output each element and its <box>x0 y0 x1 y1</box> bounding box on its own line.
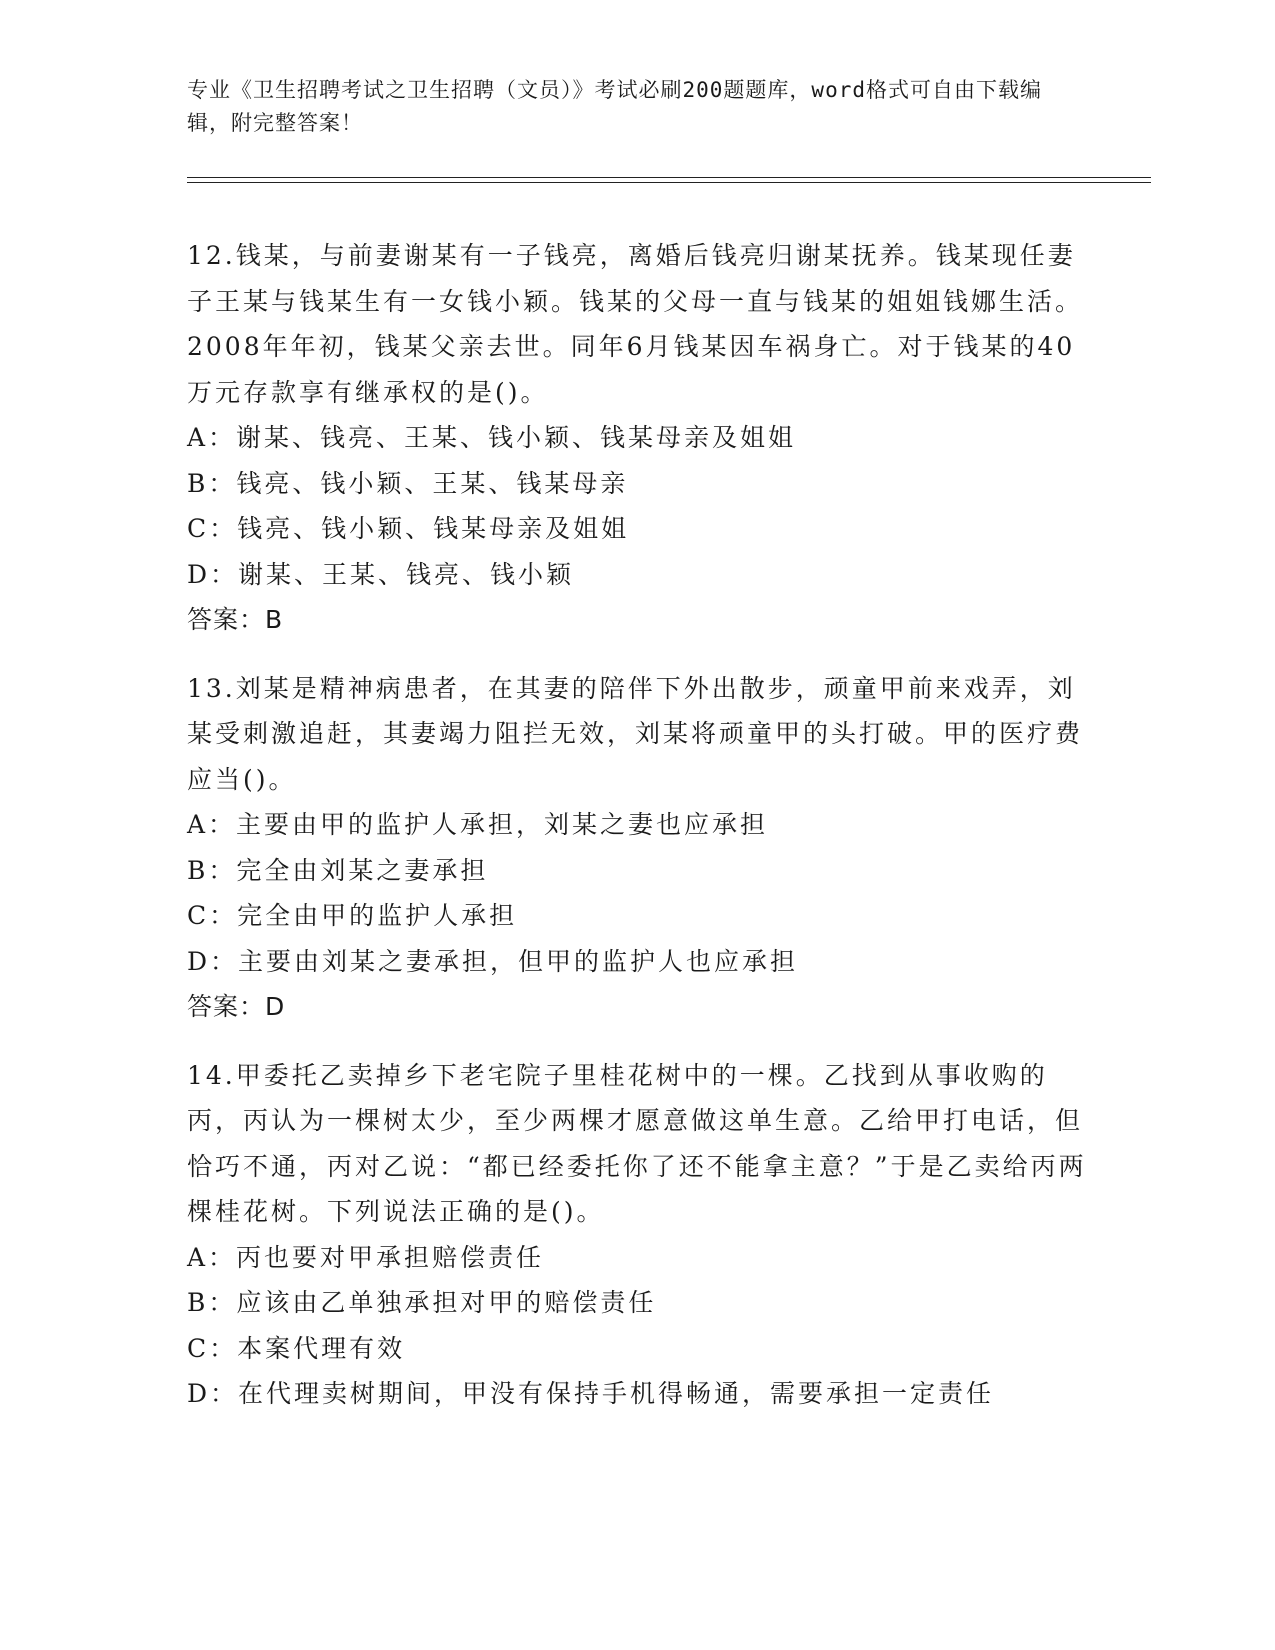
header-divider-bottom <box>187 182 1151 183</box>
document-header: 专业《卫生招聘考试之卫生招聘（文员）》考试必刷200题题库，word格式可自由下载编辑，附完整答案！ <box>187 78 1042 135</box>
option-d: D：在代理卖树期间，甲没有保持手机得畅通，需要承担一定责任 <box>187 1379 995 1408</box>
header-divider-top <box>187 177 1151 178</box>
question-stem: 14.甲委托乙卖掉乡下老宅院子里桂花树中的一棵。乙找到从事收购的丙，丙认为一棵树太少，至少两棵才愿意做这单生意。乙给甲打电话，但恰巧不通，丙对乙说：“都已经委托你了还不能拿主意？”于是乙卖给丙两棵桂花树。下列说法正确的是()。 <box>187 1060 1087 1226</box>
option-d: D：主要由刘某之妻承担，但甲的监护人也应承担 <box>187 946 799 976</box>
option-b: B：完全由刘某之妻承担 <box>187 855 489 885</box>
question-12 <box>187 233 1087 643</box>
option-a: A：丙也要对甲承担赔偿责任 <box>187 1242 545 1272</box>
answer-label: 答案：B <box>187 605 284 634</box>
option-c: C：完全由甲的监护人承担 <box>187 901 518 930</box>
question-13 <box>187 666 1087 1030</box>
question-stem: 13.刘某是精神病患者，在其妻的陪伴下外出散步，顽童甲前来戏弄，刘某受刺激追赶，其妻竭力阻拦无效，刘某将顽童甲的头打破。甲的医疗费应当()。 <box>187 673 1084 794</box>
option-a: A：主要由甲的监护人承担，刘某之妻也应承担 <box>187 810 769 839</box>
question-stem: 12.钱某，与前妻谢某有一子钱亮，离婚后钱亮归谢某抚养。钱某现任妻子王某与钱某生有一女钱小颖。钱某的父母一直与钱某的姐姐钱娜生活。2008年年初，钱某父亲去世。同年6月钱某因车祸身亡。对于钱某的40万元存款享有继承权的是()。 <box>187 241 1084 407</box>
option-c: C：本案代理有效 <box>187 1333 406 1363</box>
question-list <box>187 233 1087 1440</box>
question-14 <box>187 1053 1087 1417</box>
option-d: D：谢某、王某、钱亮、钱小颖 <box>187 559 575 589</box>
answer-label: 答案：D <box>187 992 286 1021</box>
option-b: B：应该由乙单独承担对甲的赔偿责任 <box>187 1288 657 1317</box>
option-a: A：谢某、钱亮、王某、钱小颖、钱某母亲及姐姐 <box>187 423 797 452</box>
option-b: B：钱亮、钱小颖、王某、钱某母亲 <box>187 468 629 498</box>
option-c: C：钱亮、钱小颖、钱某母亲及姐姐 <box>187 514 630 543</box>
